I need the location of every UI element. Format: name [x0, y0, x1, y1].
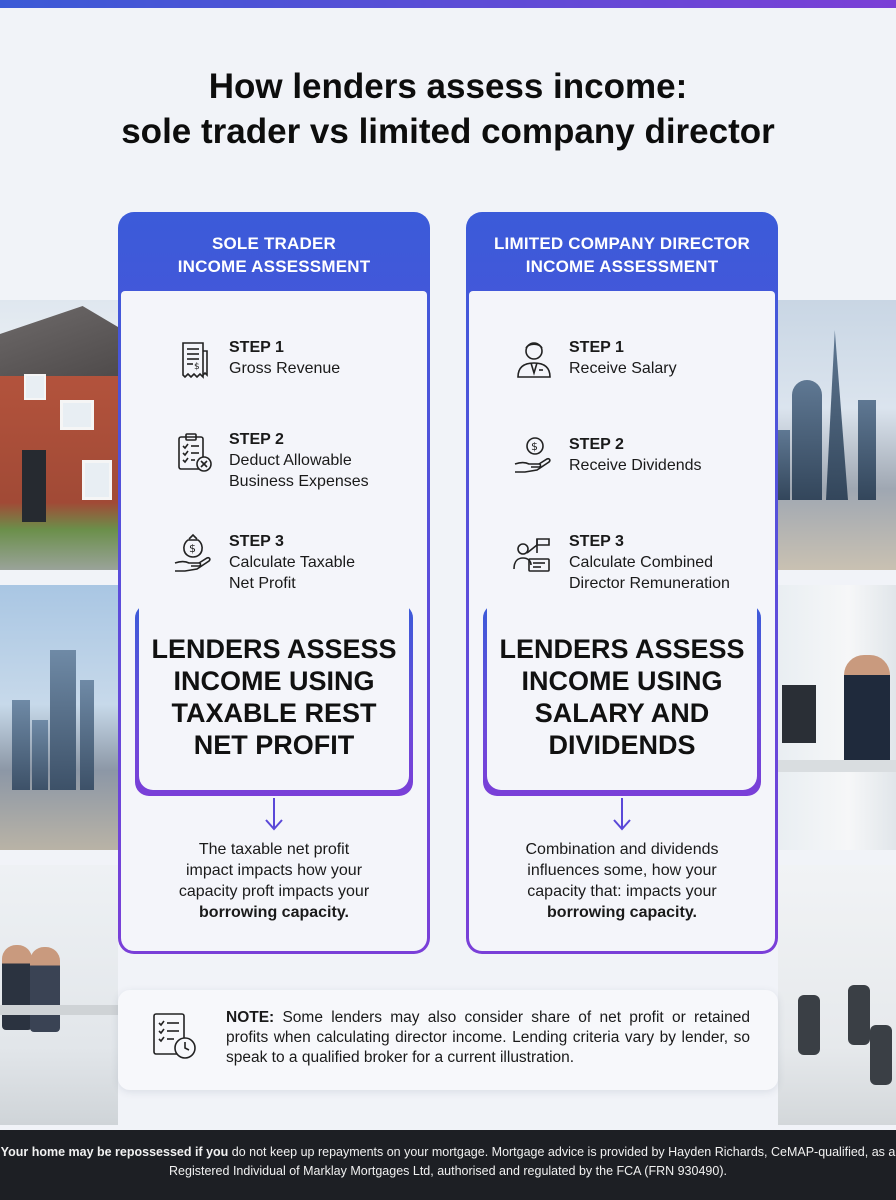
title-line-2: sole trader vs limited company director [121, 112, 775, 151]
step-description: Calculate Taxable [229, 554, 356, 571]
footer-disclaimer [0, 1130, 896, 1200]
sole-trader-assessment-box [135, 604, 413, 796]
footer-warning: Your home may be repossessed if you [0, 1145, 229, 1159]
assessment-line: LENDERS ASSESS [499, 634, 745, 664]
sole-trader-summary [141, 839, 407, 923]
money-hand-icon [171, 531, 217, 577]
footer-text: do not keep up repayments on your mortgage. Mortgage advice is provided by Hayden Richards, CeMAP-qualified, as a Registered Individual of Marklay Mortgages Ltd, authorised and regulated by the FCA (FRN 930490). [169, 1145, 896, 1178]
sole-trader-header-line1: SOLE TRADER [211, 234, 337, 253]
step-label: STEP 3 [569, 533, 624, 550]
coin-hand-icon [511, 434, 557, 480]
svg-text:$: $ [194, 362, 200, 372]
note-text [226, 1008, 750, 1068]
person-icon [511, 337, 557, 383]
limited-company-summary [489, 839, 755, 923]
limited-company-step-3 [511, 531, 730, 594]
step-label: STEP 2 [569, 436, 624, 453]
sole-trader-assessment-text [139, 604, 409, 790]
note-label: NOTE: [226, 1009, 275, 1026]
step-description: Director Remuneration [569, 575, 730, 592]
svg-text:$: $ [189, 542, 196, 555]
summary-bold: borrowing capacity. [199, 904, 349, 921]
city-skyline-photo [0, 585, 118, 850]
meeting-photo [0, 865, 118, 1125]
office-worker-photo [778, 585, 896, 850]
checklist-icon [171, 429, 217, 475]
presenter-icon [511, 531, 557, 577]
assessment-line: NET PROFIT [193, 730, 355, 760]
limited-company-assessment-box [483, 604, 761, 796]
summary-line: influences some, how your [527, 862, 717, 879]
assessment-line: INCOME USING [173, 666, 375, 696]
sole-trader-step-1 [171, 337, 340, 383]
summary-bold: borrowing capacity. [547, 904, 697, 921]
note-body: Some lenders may also consider share of net profit or retained profits when calculating director income. Lending criteria vary by lender, so speak to a qualified broker for a current illustration. [226, 1009, 750, 1066]
sole-trader-body [121, 291, 427, 951]
step-description: Receive Salary [569, 360, 677, 377]
step-label: STEP 2 [229, 431, 284, 448]
limited-company-header-line2: INCOME ASSESSMENT [525, 257, 719, 276]
step-description: Calculate Combined [569, 554, 714, 571]
summary-line: Combination and dividends [525, 841, 719, 858]
london-skyline-photo [778, 300, 896, 570]
assessment-line: LENDERS ASSESS [151, 634, 397, 664]
receipt-icon [171, 337, 217, 383]
sole-trader-header-line2: INCOME ASSESSMENT [177, 257, 371, 276]
empty-office-photo [778, 865, 896, 1125]
step-description: Business Expenses [229, 473, 369, 490]
assessment-line: TAXABLE REST [171, 698, 377, 728]
step-label: STEP 3 [229, 533, 284, 550]
limited-company-header [469, 215, 775, 291]
step-description: Deduct Allowable [229, 452, 352, 469]
top-accent-bar [0, 0, 896, 8]
step-description: Gross Revenue [229, 360, 341, 377]
sole-trader-step-2 [171, 429, 369, 492]
limited-company-step-2 [511, 434, 702, 480]
step-description: Net Profit [229, 575, 296, 592]
limited-company-card [466, 212, 778, 954]
summary-line: capacity that: impacts your [527, 883, 717, 900]
assessment-line: DIVIDENDS [548, 730, 696, 760]
svg-text:$: $ [531, 440, 538, 453]
limited-company-header-line1: LIMITED COMPANY DIRECTOR [493, 234, 751, 253]
summary-line: The taxable net profit [198, 841, 350, 858]
down-arrow-icon [262, 796, 286, 832]
step-label: STEP 1 [569, 339, 624, 356]
page-title [0, 64, 896, 154]
step-description: Receive Dividends [569, 457, 702, 474]
down-arrow-icon [610, 796, 634, 832]
title-line-1: How lenders assess income: [208, 67, 688, 106]
limited-company-assessment-text [487, 604, 757, 790]
limited-company-step-1 [511, 337, 677, 383]
assessment-line: INCOME USING [521, 666, 723, 696]
sole-trader-header [121, 215, 427, 291]
note-box [118, 990, 778, 1090]
house-photo [0, 300, 118, 570]
assessment-line: SALARY AND [534, 698, 710, 728]
sole-trader-card [118, 212, 430, 954]
checklist-clock-icon [148, 1010, 200, 1062]
limited-company-body [469, 291, 775, 951]
sole-trader-step-3 [171, 531, 355, 594]
summary-line: capacity proft impacts your [178, 883, 370, 900]
step-label: STEP 1 [229, 339, 284, 356]
summary-line: impact impacts how your [185, 862, 363, 879]
